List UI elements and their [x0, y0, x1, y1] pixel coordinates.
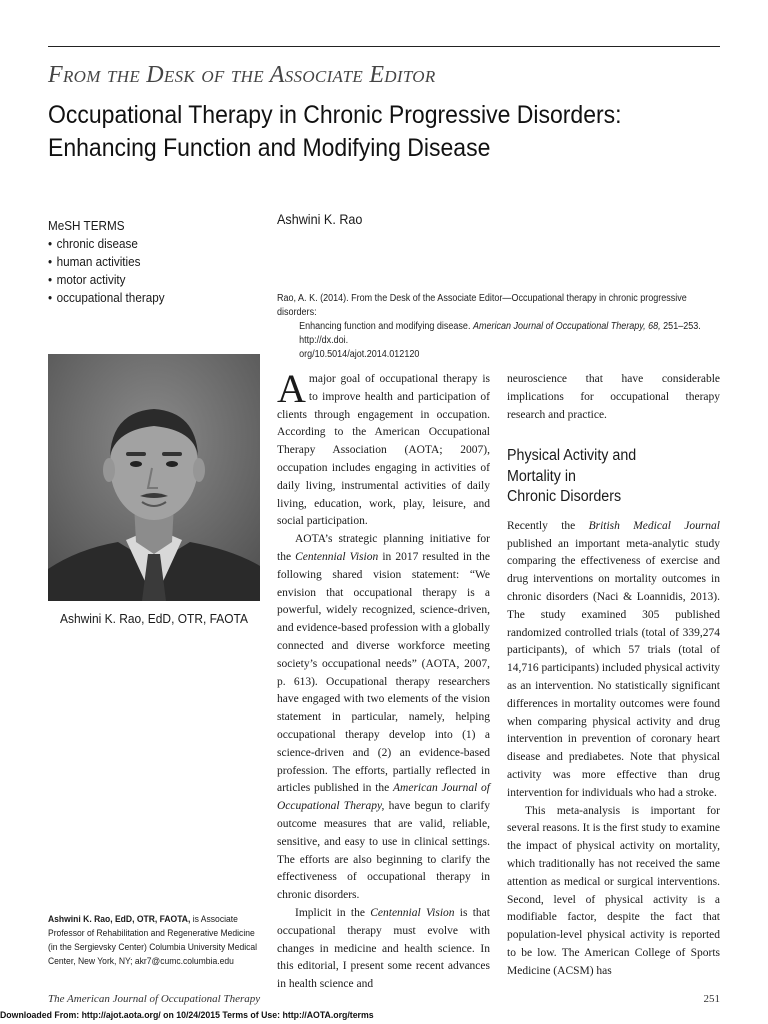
citation	[277, 292, 728, 362]
author-name: Ashwini K. Rao	[277, 211, 363, 227]
bio-name: Ashwini K. Rao, EdD, OTR, FAOTA,	[48, 914, 191, 925]
heading-line: Physical Activity and	[507, 447, 637, 465]
citation-line-2	[277, 320, 728, 348]
mesh-term: • chronic disease	[48, 235, 165, 253]
title-line-1: Occupational Therapy in Chronic Progressive Disorders:	[48, 101, 622, 129]
mesh-term: • occupational therapy	[48, 289, 165, 307]
author-photo	[48, 354, 260, 601]
mesh-heading: MeSH TERMS	[48, 218, 125, 233]
body-paragraph	[507, 518, 720, 803]
mesh-term: • motor activity	[48, 271, 165, 289]
italic-text: Centennial Vision	[295, 550, 379, 563]
bio-text: is Associate Professor of Rehabilitation and Regenerative Medicine (in the Sergievsky Center) Columbia University Medical Center, New York, NY; akr7@cumc.columbia.edu	[48, 914, 258, 967]
body-paragraph	[277, 366, 490, 531]
mesh-term-list	[48, 235, 165, 307]
heading-line: Mortality in	[507, 467, 576, 485]
top-rule	[48, 46, 720, 47]
paragraph-text: published an important meta-analytic study comparing the effectiveness of exercise and drug interventions on mortality outcomes in chronic disorders (Naci & Loannidis, 2013). The study examined 305 published randomized controlled trials (total of 339,274 participants), of which 57 trials (total of 14,716 participants) included physical activity as an intervention. No statistically significant differences in mortality outcomes were found when comparing physical activity and drug intervention in prevention of coronary heart disease and prediabetes. Note that physical activity was more effective than drug intervention for individuals who had a stroke.	[507, 537, 721, 799]
paragraph-text: Recently the	[507, 519, 589, 532]
body-paragraph	[277, 905, 490, 994]
article-title	[48, 99, 674, 165]
paragraph-text: have begun to clarify outcome measures that are valid, reliable, sensitive, and easy to use in clinical settings. The efforts are also beginning to clarify the effectiveness of occupational therapy in chronic disorders.	[277, 800, 491, 902]
italic-text: Centennial Vision	[370, 906, 455, 919]
body-column-1	[277, 366, 491, 994]
citation-line-1: Rao, A. K. (2014). From the Desk of the Associate Editor—Occupational therapy in chronic progressive disorders:	[277, 293, 687, 318]
footer-journal-name: The American Journal of Occupational Therapy	[48, 993, 261, 1005]
body-column-2	[507, 371, 720, 981]
download-notice: Downloaded From: http://ajot.aota.org/ on 10/24/2015 Terms of Use: http://AOTA.org/terms	[0, 1010, 374, 1021]
mesh-terms	[48, 217, 165, 307]
page-number: 251	[703, 993, 720, 1005]
mesh-term: • human activities	[48, 253, 165, 271]
section-heading	[507, 446, 703, 508]
citation-doi[interactable]: org/10.5014/ajot.2014.012120	[299, 349, 420, 360]
body-paragraph: neuroscience that have considerable implications for occupational therapy research and practice.	[507, 373, 720, 421]
citation-text: 251–253. http://dx.doi.	[299, 321, 701, 346]
title-line-2: Enhancing Function and Modifying Disease	[48, 134, 491, 162]
heading-line: Chronic Disorders	[507, 488, 622, 506]
section-label: From the Desk of the Associate Editor	[48, 62, 436, 88]
author-bio	[48, 913, 260, 969]
paragraph-text: Implicit in the	[295, 906, 371, 919]
paragraph-text: AOTA’s strategic planning initiative for the	[277, 533, 490, 563]
italic-text: British Medical Journal	[588, 519, 720, 532]
photo-caption: Ashwini K. Rao, EdD, OTR, FAOTA	[60, 611, 248, 626]
paragraph-text: major goal of occupational therapy is to improve health and participation of clients through engagement in occupation. According to the American Occupational Therapy Association (AOTA; 2007), occupation includes engaging in activities of daily living, instrumental activities of daily living, education, work, play, leisure, and social participation.	[277, 373, 490, 528]
drop-cap: A	[277, 366, 306, 411]
italic-text: American Journal of Occupational Therapy,	[277, 782, 490, 813]
citation-journal: American Journal of Occupational Therapy, 68,	[472, 321, 661, 332]
citation-text: Enhancing function and modifying disease.	[299, 321, 473, 332]
body-paragraph	[277, 531, 490, 905]
paragraph-text: in 2017 resulted in the following shared vision statement: “We envision that occupational therapy is a powerful, widely recognized, science-driven, and evidence-based profession with a globally connected and diverse workforce meeting society’s occupational needs” (AOTA, 2007, p. 613). Occupational therapy researchers have engaged with two elements of the vision statement in particular, namely, helping occupational therapy develop into (1) a science-driven and (2) an evidence-based profession. The efforts, partially reflected in articles published in the	[277, 550, 491, 795]
paragraph-text: is that occupational therapy must evolve with changes in medicine and health science. In this editorial, I present some recent advances in health science and	[277, 906, 490, 991]
body-paragraph: This meta-analysis is important for several reasons. It is the first study to examine the impact of physical activity on mortality, which traditionally has not received the same attention as medical or surgical interventions. Second, level of physical activity is a modifiable factor, despite the fact that population-level physical activity is reported to be low. The American College of Sports Medicine (ACSM) has	[507, 804, 721, 977]
